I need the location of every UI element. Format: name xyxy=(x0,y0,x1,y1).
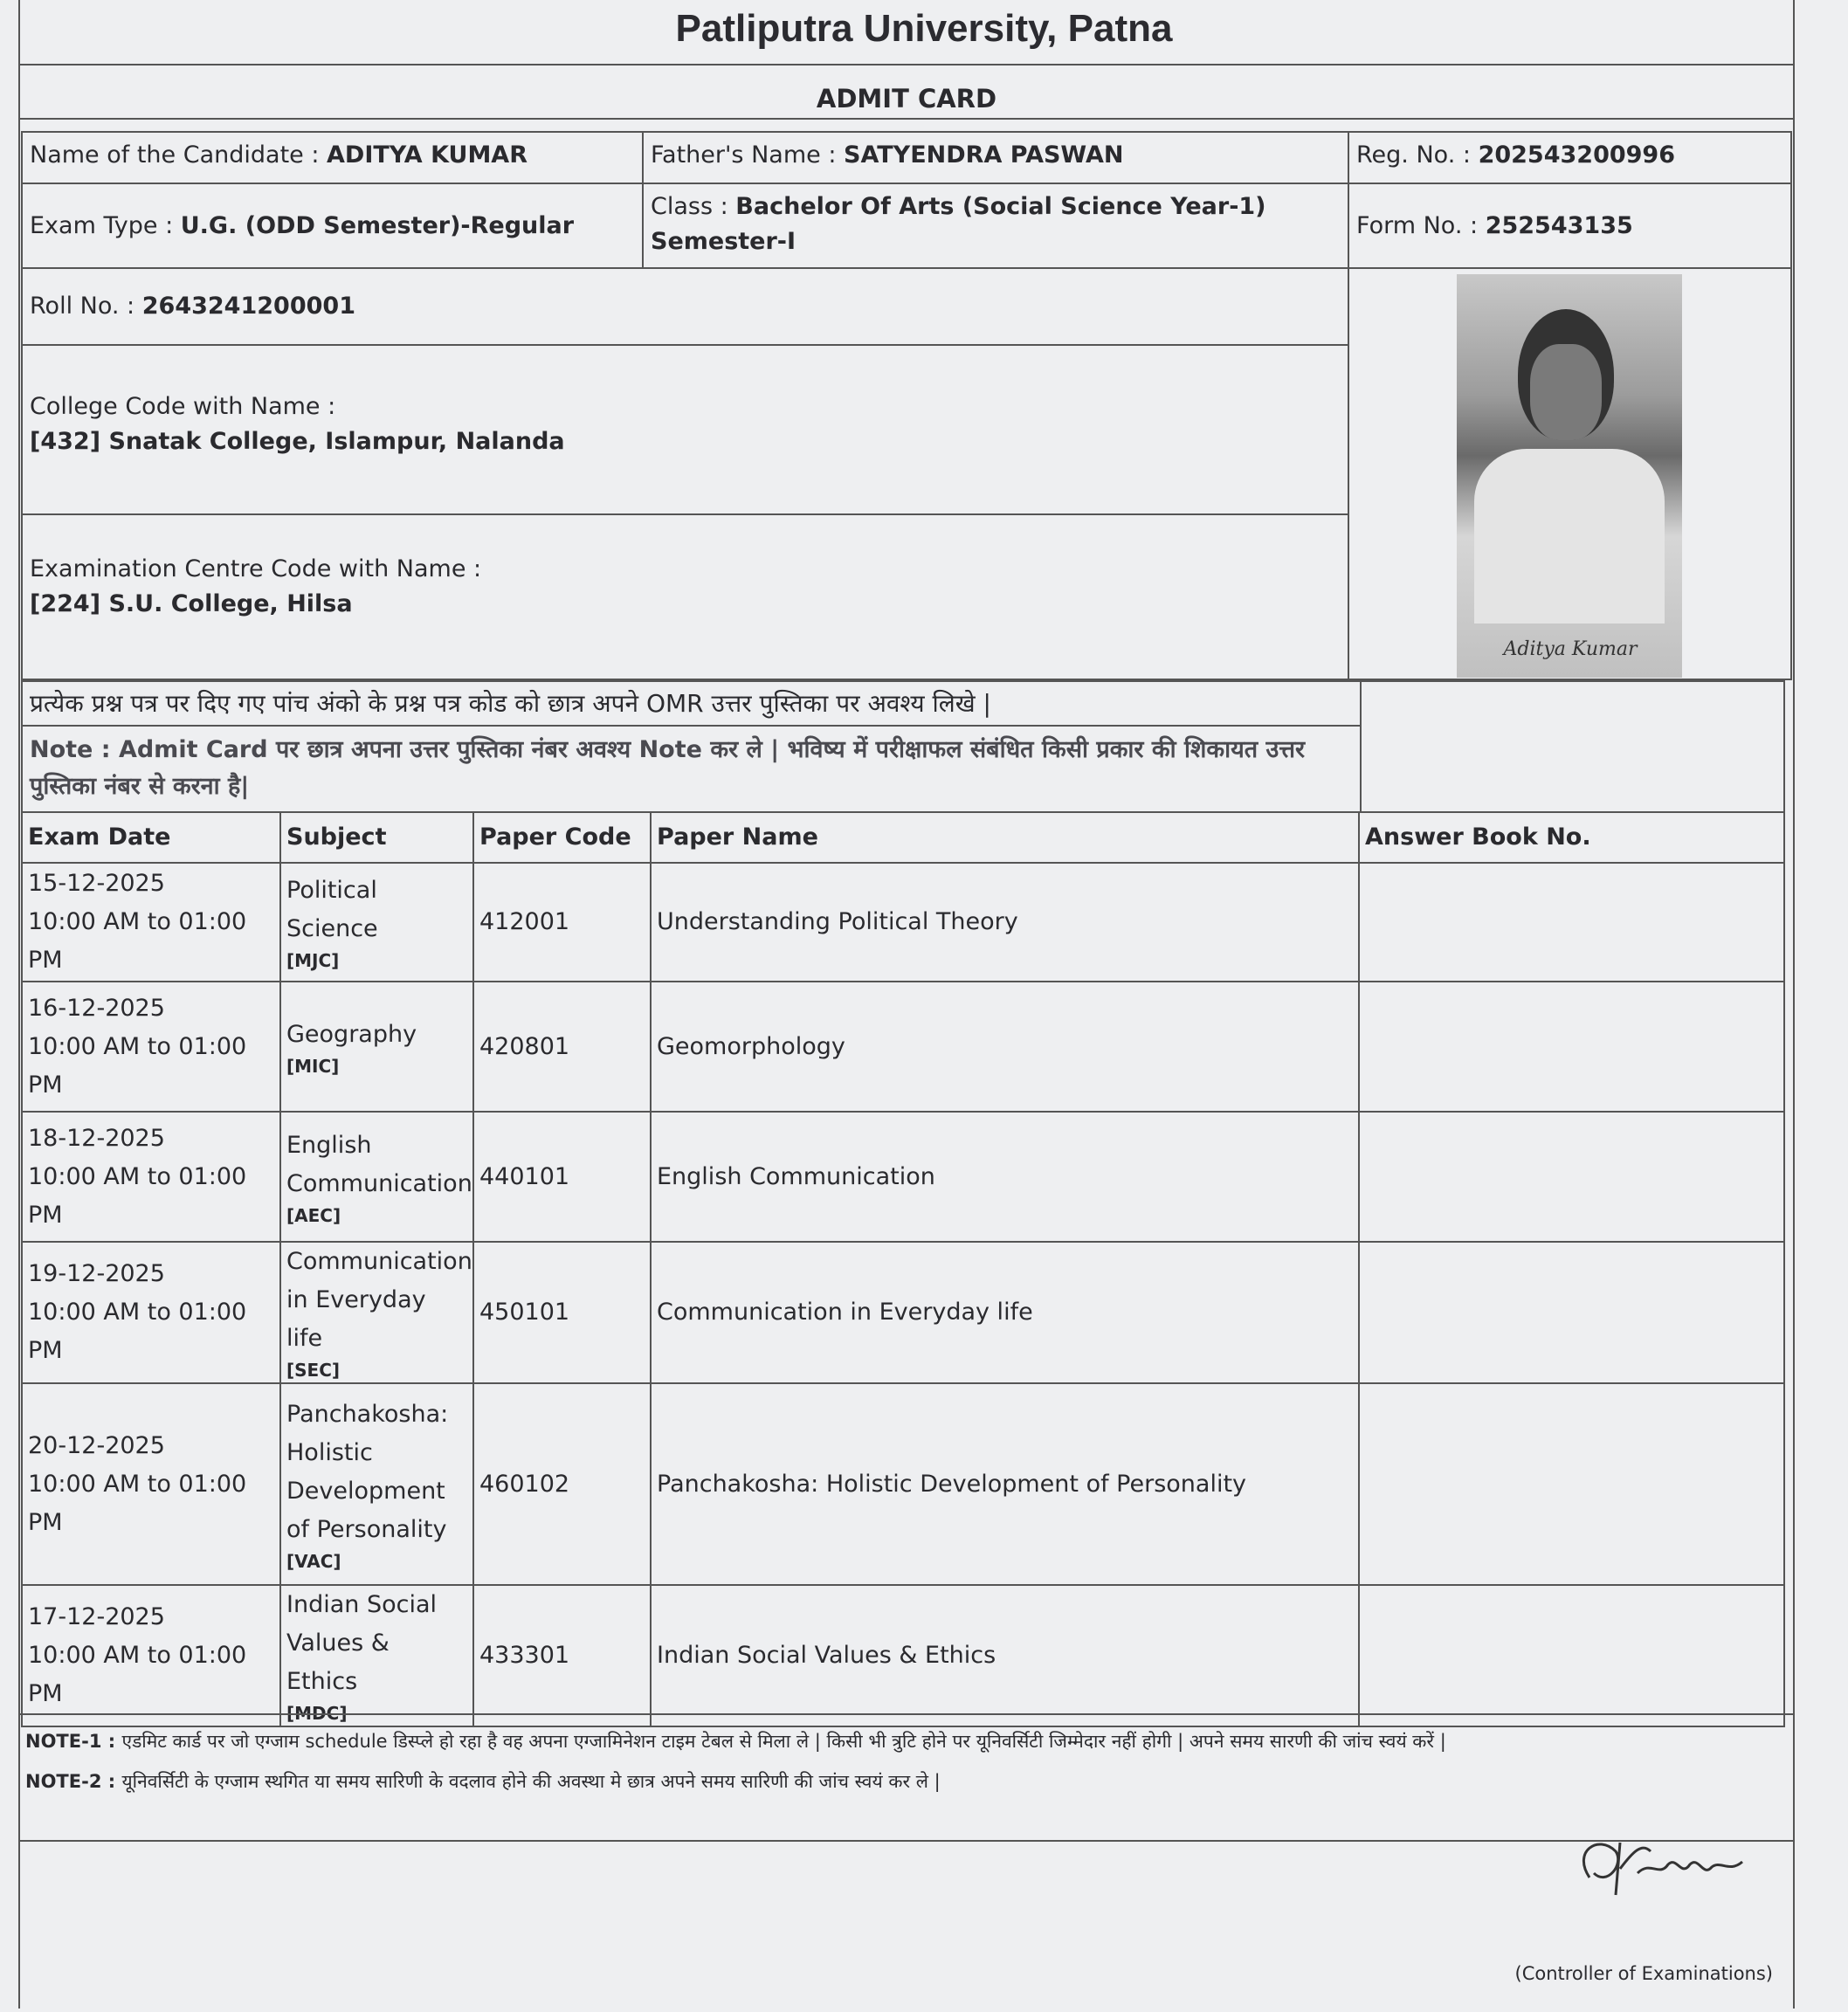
note-2-label: NOTE-2 : xyxy=(25,1771,122,1792)
class-label: Class : xyxy=(651,193,736,220)
subject-type-tag: [VAC] xyxy=(286,1550,341,1572)
subject-name: English Communication xyxy=(286,1131,472,1197)
subject-cell xyxy=(280,1585,473,1726)
form-no-cell xyxy=(1348,183,1792,269)
exam-type-cell xyxy=(21,183,644,269)
document-title: ADMIT CARD xyxy=(816,84,997,114)
paper-code: 460102 xyxy=(473,1383,651,1585)
father-name: SATYENDRA PASWAN xyxy=(844,141,1124,169)
answer-book-no[interactable] xyxy=(1359,982,1784,1112)
paper-code: 440101 xyxy=(473,1112,651,1242)
notes-section xyxy=(18,1713,1795,1842)
name-label: Name of the Candidate : xyxy=(30,141,328,169)
subject-cell xyxy=(280,1242,473,1383)
answer-book-no[interactable] xyxy=(1359,1242,1784,1383)
subject-name: Indian Social Values & Ethics xyxy=(286,1591,438,1695)
exam-date-cell xyxy=(22,1585,280,1726)
class-value: Bachelor Of Arts (Social Science Year-1) Semester-I xyxy=(651,193,1266,255)
photo-signature: Aditya Kumar xyxy=(1503,638,1638,660)
form-no: 252543135 xyxy=(1485,212,1633,239)
exam-centre-cell xyxy=(21,513,1349,680)
paper-code: 433301 xyxy=(473,1585,651,1726)
college-name: [432] Snatak College, Islampur, Nalanda xyxy=(30,428,565,455)
header-paper-code: Paper Code xyxy=(473,812,651,863)
header-answer-book: Answer Book No. xyxy=(1359,812,1784,863)
subject-type-tag: [MDC] xyxy=(286,1703,348,1724)
roll-no: 2643241200001 xyxy=(141,293,355,320)
subject-type-tag: [AEC] xyxy=(286,1204,341,1226)
roll-label: Roll No. : xyxy=(30,293,142,320)
note-2-text: यूनिवर्सिटी के एग्जाम स्थगित या समय सारिणी के वदलाव होने की अवस्था मे छात्र अपने समय सारिणी की जांच स्वयं कर ले | xyxy=(121,1771,941,1792)
exam-date: 16-12-2025 xyxy=(28,994,165,1022)
subject-cell xyxy=(280,982,473,1112)
answer-book-no[interactable] xyxy=(1359,1585,1784,1726)
table-row xyxy=(22,1242,1784,1383)
exam-date: 15-12-2025 xyxy=(28,870,165,897)
exam-date: 18-12-2025 xyxy=(28,1124,165,1152)
exam-date-cell xyxy=(22,863,280,982)
paper-name: Geomorphology xyxy=(651,982,1359,1112)
subject-cell xyxy=(280,1112,473,1242)
exam-date-cell xyxy=(22,1383,280,1585)
controller-label: (Controller of Examinations) xyxy=(1514,1963,1773,1984)
exam-time: 10:00 AM to 01:00 PM xyxy=(28,1032,247,1099)
answer-book-no[interactable] xyxy=(1359,1112,1784,1242)
note-1-label: NOTE-1 : xyxy=(25,1731,122,1752)
centre-label: Examination Centre Code with Name : xyxy=(30,555,482,582)
exam-time: 10:00 AM to 01:00 PM xyxy=(28,1299,247,1364)
exam-time: 10:00 AM to 01:00 PM xyxy=(28,1162,247,1229)
form-label: Form No. : xyxy=(1356,212,1486,239)
exam-type-label: Exam Type : xyxy=(30,212,181,239)
paper-name: Understanding Political Theory xyxy=(651,863,1359,982)
omr-instruction: प्रत्येक प्रश्न पत्र पर दिए गए पांच अंको के प्रश्न पत्र कोड को छात्र अपने OMR उत्तर पुस्तिका पर अवश्य लिखे | xyxy=(21,680,1362,727)
header-subject: Subject xyxy=(280,812,473,863)
exam-schedule-table xyxy=(21,811,1785,1727)
subject-cell xyxy=(280,863,473,982)
exam-date: 19-12-2025 xyxy=(28,1260,165,1287)
subject-cell xyxy=(280,1383,473,1585)
answer-book-no[interactable] xyxy=(1359,863,1784,982)
exam-time: 10:00 AM to 01:00 PM xyxy=(28,1470,247,1536)
exam-time: 10:00 AM to 01:00 PM xyxy=(28,1642,247,1707)
answer-book-note: Note : Admit Card पर छात्र अपना उत्तर पुस्तिका नंबर अवश्य Note कर ले | भविष्य में परीक्षाफल संबंधित किसी प्रकार की शिकायत उत्तर पुस्तिका नंबर से करना है| xyxy=(21,725,1362,813)
header-exam-date: Exam Date xyxy=(22,812,280,863)
subject-name: Communication in Everyday life xyxy=(286,1248,472,1352)
paper-name: Indian Social Values & Ethics xyxy=(651,1585,1359,1726)
subject-type-tag: [MJC] xyxy=(286,950,340,971)
reg-no-cell xyxy=(1348,131,1792,184)
paper-name: Communication in Everyday life xyxy=(651,1242,1359,1383)
reg-no: 202543200996 xyxy=(1478,141,1676,169)
note-2 xyxy=(25,1764,1788,1799)
subject-name: Geography xyxy=(286,1020,417,1048)
divider xyxy=(18,118,1795,120)
header-paper-name: Paper Name xyxy=(651,812,1359,863)
paper-name: Panchakosha: Holistic Development of Personality xyxy=(651,1383,1359,1585)
table-row xyxy=(22,982,1784,1112)
class-cell xyxy=(642,183,1349,269)
controller-signature xyxy=(1555,1825,1782,1904)
table-header-row xyxy=(22,812,1784,863)
candidate-name-cell xyxy=(21,131,644,184)
subject-name: Panchakosha: Holistic Development of Personality xyxy=(286,1400,449,1543)
answer-book-no[interactable] xyxy=(1359,1383,1784,1585)
candidate-photo xyxy=(1457,274,1682,678)
subject-type-tag: [MIC] xyxy=(286,1055,340,1077)
reg-label: Reg. No. : xyxy=(1356,141,1479,169)
exam-date: 20-12-2025 xyxy=(28,1431,165,1459)
candidate-name: ADITYA KUMAR xyxy=(327,141,528,169)
subject-name: Political Science xyxy=(286,877,378,942)
exam-date-cell xyxy=(22,1242,280,1383)
subject-type-tag: [SEC] xyxy=(286,1360,341,1381)
table-row xyxy=(22,1585,1784,1726)
father-label: Father's Name : xyxy=(651,141,844,169)
paper-code: 420801 xyxy=(473,982,651,1112)
note-1-text: एडमिट कार्ड पर जो एग्जाम schedule डिस्प्ले हो रहा है वह अपना एग्जामिनेशन टाइम टेबल से मिला ले | किसी भी त्रुटि होने पर यूनिवर्सिटी जिम्मेदार नहीं होगी | अपने समय सारणी की जांच स्वयं करें | xyxy=(121,1731,1446,1752)
college-cell xyxy=(21,344,1349,515)
blank-cell xyxy=(1360,680,1785,813)
table-row xyxy=(22,1383,1784,1585)
table-row xyxy=(22,1112,1784,1242)
exam-type: U.G. (ODD Semester)-Regular xyxy=(180,212,575,239)
centre-name: [224] S.U. College, Hilsa xyxy=(30,590,353,617)
roll-no-cell xyxy=(21,267,1349,346)
divider xyxy=(18,64,1795,65)
exam-time: 10:00 AM to 01:00 PM xyxy=(28,908,247,974)
exam-date: 17-12-2025 xyxy=(28,1603,165,1630)
father-name-cell xyxy=(642,131,1349,184)
exam-date-cell xyxy=(22,1112,280,1242)
table-row xyxy=(22,863,1784,982)
college-label: College Code with Name : xyxy=(30,393,336,420)
paper-code: 412001 xyxy=(473,863,651,982)
university-title: Patliputra University, Patna xyxy=(675,7,1173,50)
paper-name: English Communication xyxy=(651,1112,1359,1242)
note-1 xyxy=(25,1724,1788,1759)
paper-code: 450101 xyxy=(473,1242,651,1383)
exam-date-cell xyxy=(22,982,280,1112)
